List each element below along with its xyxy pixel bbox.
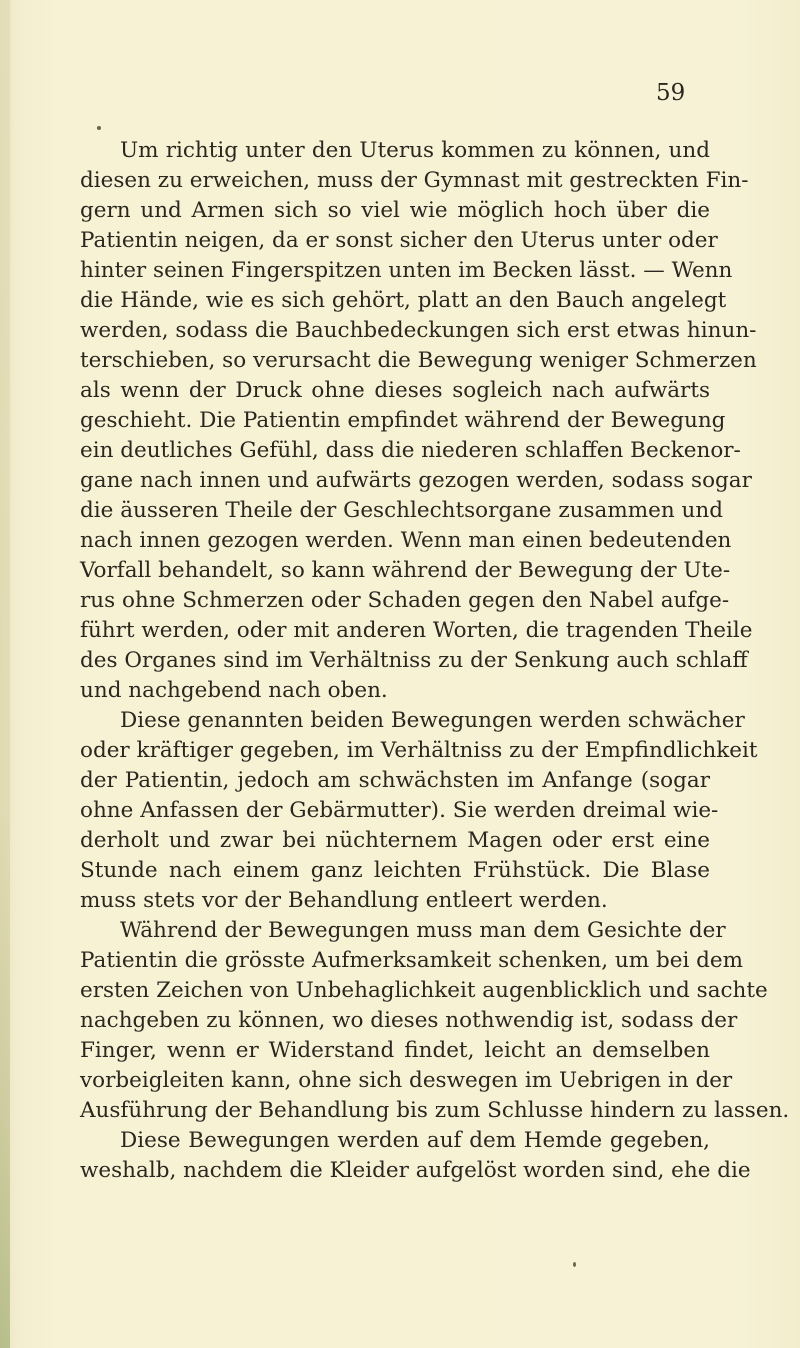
text-line: ersten Zeichen von Unbehaglichkeit augenblicklich und sachte: [80, 978, 768, 1003]
text-line: rus ohne Schmerzen oder Schaden gegen den Nabel aufge-: [80, 588, 730, 613]
text-line: werden, sodass die Bauchbedeckungen sich erst etwas hinun-: [80, 318, 757, 343]
text-line: des Organes sind im Verhältniss zu der Senkung auch schlaff: [80, 648, 748, 673]
text-line: gern und Armen sich so viel wie möglich hoch über die: [80, 198, 710, 223]
text-line: vorbeigleiten kann, ohne sich deswegen im Uebrigen in der: [80, 1068, 733, 1093]
text-line: Stunde nach einem ganz leichten Frühstück. Die Blase: [80, 858, 710, 883]
text-line: ein deutliches Gefühl, dass die niederen schlaffen Beckenor-: [80, 438, 741, 463]
text-line: führt werden, oder mit anderen Worten, die tragenden Theile: [80, 618, 753, 643]
text-line: Ausführung der Behandlung bis zum Schlusse hindern zu lassen.: [80, 1098, 790, 1123]
text-line: derholt und zwar bei nüchternem Magen oder erst eine: [80, 828, 710, 853]
text-line: gane nach innen und aufwärts gezogen werden, sodass sogar: [80, 468, 752, 493]
page-number: 59: [656, 80, 686, 106]
text-line: Diese Bewegungen werden auf dem Hemde gegeben,: [120, 1128, 710, 1153]
text-line: Um richtig unter den Uterus kommen zu können, und: [120, 138, 710, 163]
text-line: der Patientin, jedoch am schwächsten im Anfange (sogar: [80, 768, 710, 793]
text-line: diesen zu erweichen, muss der Gymnast mit gestreckten Fin-: [80, 168, 749, 193]
text-line: geschieht. Die Patientin empfindet während der Bewegung: [80, 408, 726, 433]
text-line: terschieben, so verursacht die Bewegung weniger Schmerzen: [80, 348, 757, 373]
text-line: muss stets vor der Behandlung entleert werden.: [80, 888, 608, 913]
text-line: Vorfall behandelt, so kann während der Bewegung der Ute-: [80, 558, 731, 583]
page-edge-shading: [0, 0, 10, 1348]
text-line: hinter seinen Fingerspitzen unten im Becken lässt. — Wenn: [80, 258, 733, 283]
text-line: Während der Bewegungen muss man dem Gesichte der: [120, 918, 726, 943]
text-line: oder kräftiger gegeben, im Verhältniss zu der Empfindlichkeit: [80, 738, 758, 763]
text-line: Patientin die grösste Aufmerksamkeit schenken, um bei dem: [80, 948, 744, 973]
text-line: Patientin neigen, da er sonst sicher den Uterus unter oder: [80, 228, 718, 253]
text-line: ohne Anfassen der Gebärmutter). Sie werden dreimal wie-: [80, 798, 719, 823]
text-line: weshalb, nachdem die Kleider aufgelöst worden sind, ehe die: [80, 1158, 751, 1183]
text-line: die Hände, wie es sich gehört, platt an den Bauch angelegt: [80, 288, 727, 313]
text-line: die äusseren Theile der Geschlechtsorgane zusammen und: [80, 498, 724, 523]
text-line: Finger, wenn er Widerstand findet, leicht an demselben: [80, 1038, 710, 1063]
ink-speck: [97, 126, 101, 130]
text-line: nach innen gezogen werden. Wenn man einen bedeutenden: [80, 528, 732, 553]
text-line: Diese genannten beiden Bewegungen werden schwächer: [120, 708, 745, 733]
text-line: als wenn der Druck ohne dieses sogleich nach aufwärts: [80, 378, 710, 403]
text-line: und nachgebend nach oben.: [80, 678, 388, 703]
text-line: nachgeben zu können, wo dieses nothwendig ist, sodass der: [80, 1008, 738, 1033]
ink-speck: [573, 1262, 576, 1267]
